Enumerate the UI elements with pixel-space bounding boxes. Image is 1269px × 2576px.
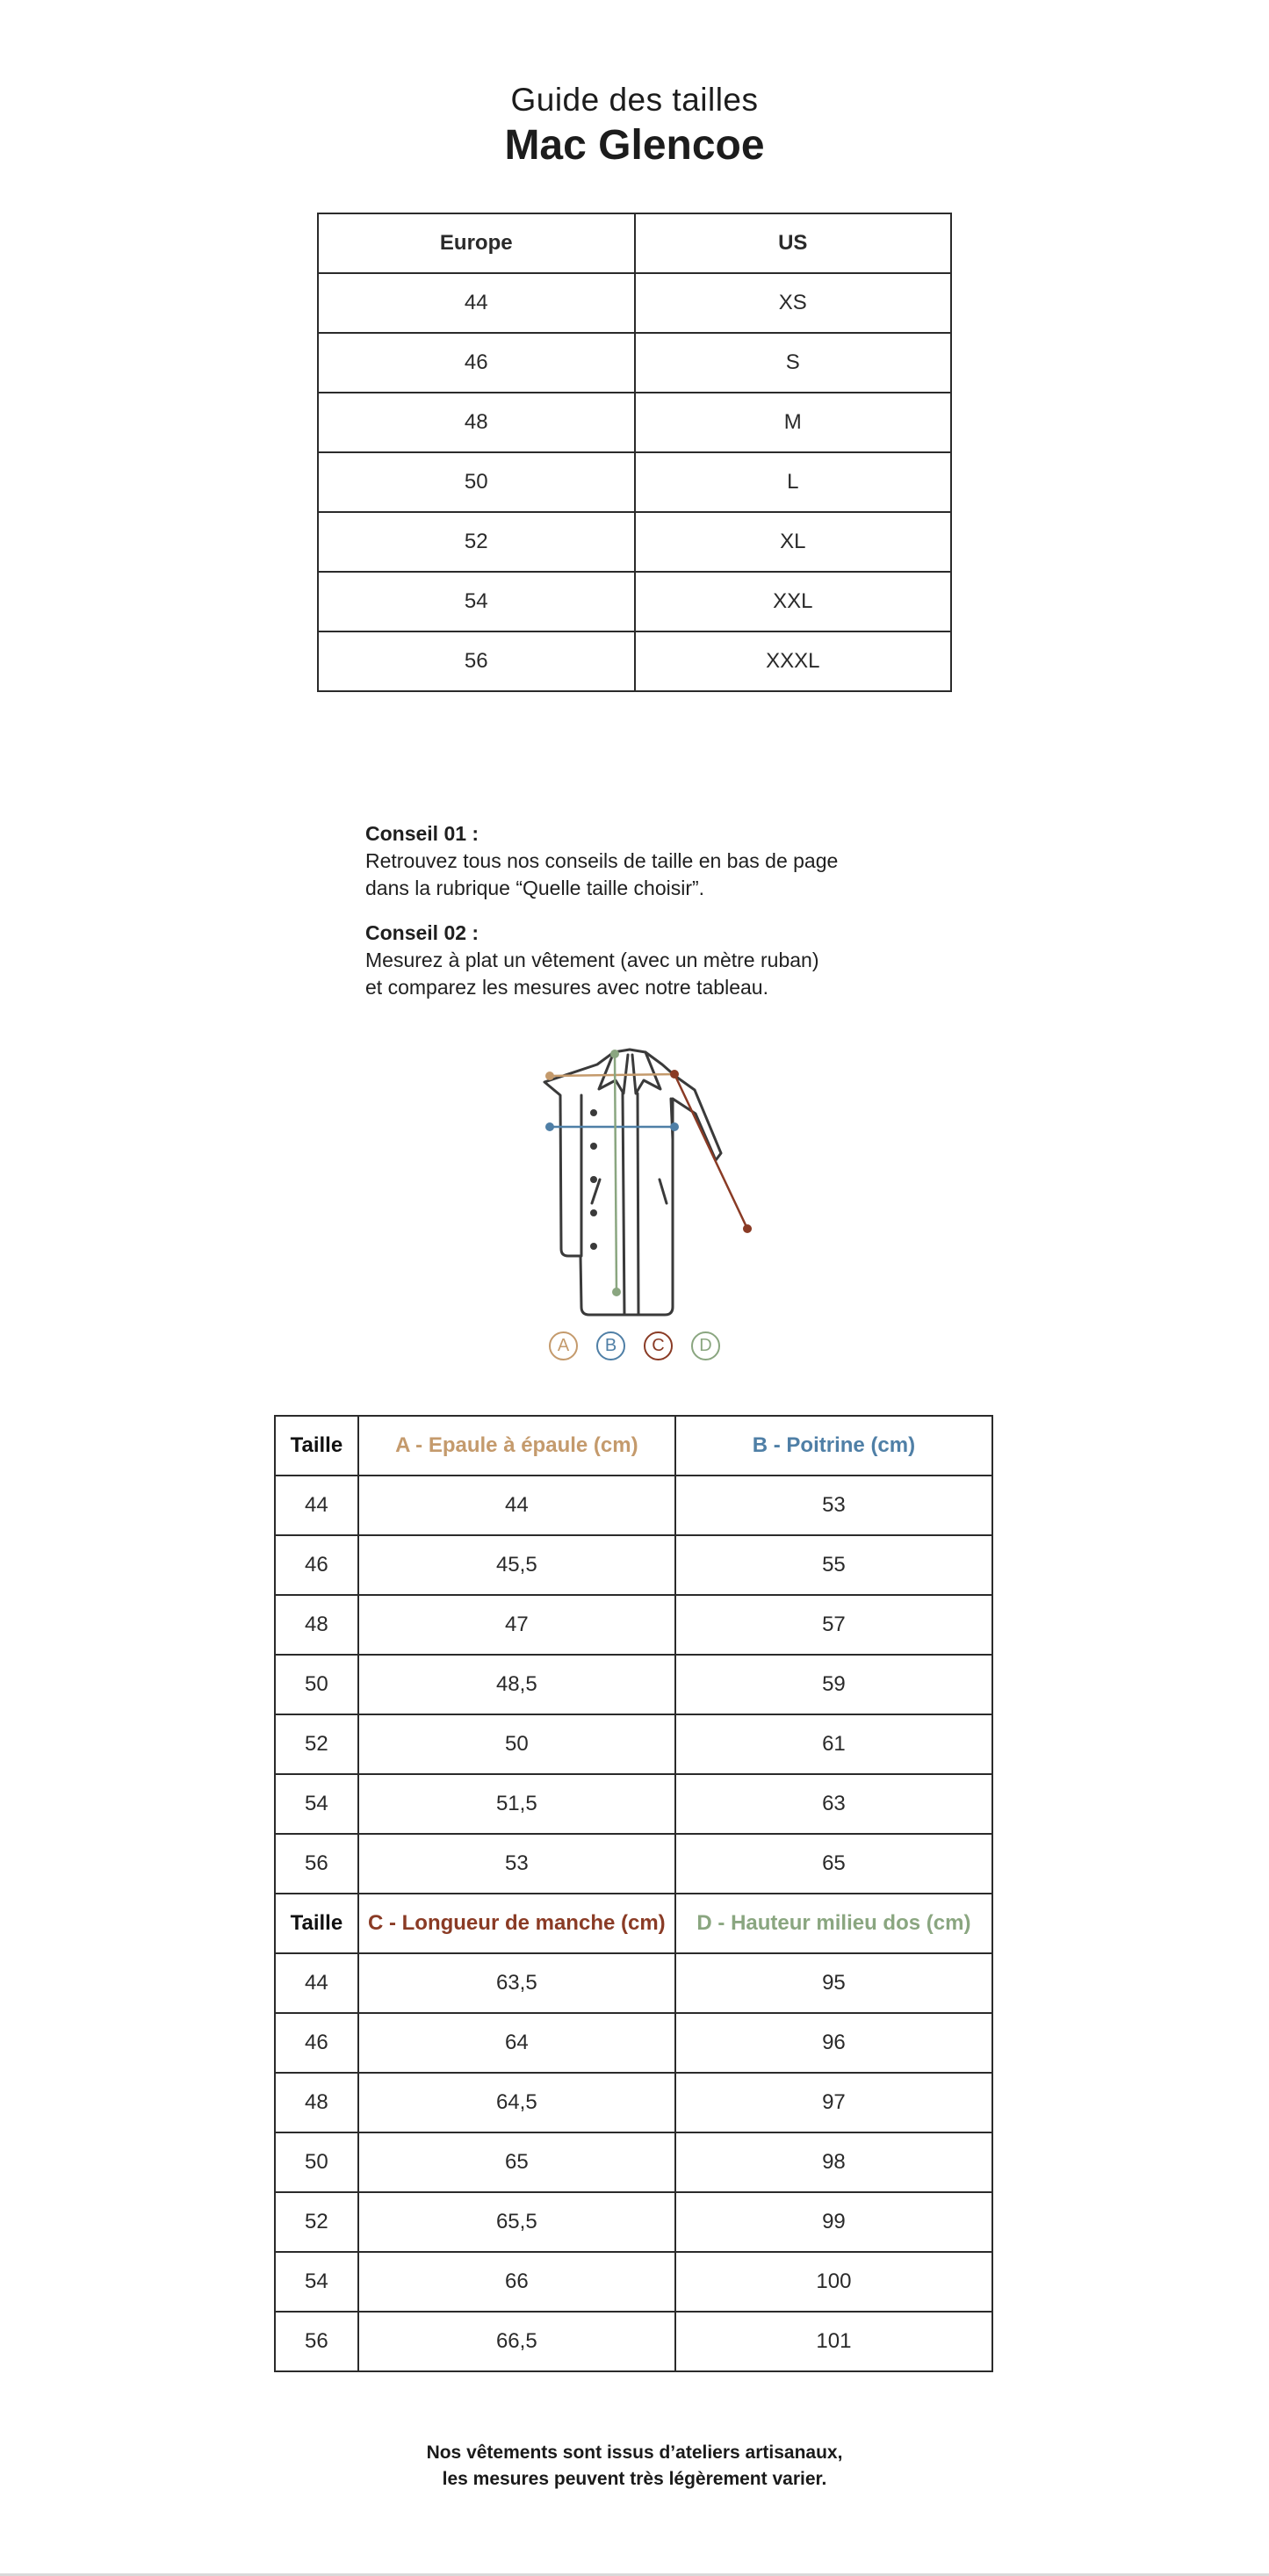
table-cell: 50 (318, 452, 635, 512)
measure-line-b (545, 1122, 679, 1131)
table-cell: 44 (275, 1953, 358, 2013)
table-cell: 100 (675, 2252, 992, 2312)
title-block (0, 79, 1269, 170)
table-cell: 52 (275, 1714, 358, 1774)
table-cell: 51,5 (358, 1774, 675, 1834)
table-cell: 96 (675, 2013, 992, 2073)
table-cell: 56 (275, 1834, 358, 1894)
legend-d: D (691, 1331, 720, 1360)
table-row (318, 273, 951, 333)
column-header: D - Hauteur milieu dos (cm) (675, 1894, 992, 1953)
table-cell: 63,5 (358, 1953, 675, 2013)
table-cell: 65 (675, 1834, 992, 1894)
table-cell: 56 (275, 2312, 358, 2371)
tip-2 (365, 920, 927, 1001)
column-header: B - Poitrine (cm) (675, 1416, 992, 1476)
table-cell: XL (635, 512, 952, 572)
legend-c: C (644, 1331, 673, 1360)
footer-note (0, 2440, 1269, 2493)
coat-measurement-diagram (505, 1041, 768, 1322)
measurement-legend (0, 1331, 1269, 1360)
table-row (318, 452, 951, 512)
tip-title: Conseil 02 : (365, 921, 479, 944)
table-cell: 97 (675, 2073, 992, 2132)
table-cell: 63 (675, 1774, 992, 1834)
table-cell: 48 (318, 393, 635, 452)
table-cell: 98 (675, 2132, 992, 2192)
coat-buttons (590, 1109, 597, 1250)
table-cell: 50 (358, 1714, 675, 1774)
table-cell: 56 (318, 631, 635, 691)
tip-line: Mesurez à plat un vêtement (avec un mètre ruban) (365, 949, 819, 971)
table-cell: XXL (635, 572, 952, 631)
legend-b: B (596, 1331, 625, 1360)
table-row (275, 2192, 992, 2252)
tip-line: dans la rubrique “Quelle taille choisir”. (365, 877, 705, 899)
table-cell: 54 (275, 1774, 358, 1834)
table-cell: 44 (275, 1476, 358, 1535)
table-cell: 46 (318, 333, 635, 393)
table-row (275, 1953, 992, 2013)
table-row (275, 1476, 992, 1535)
table-cell: 54 (318, 572, 635, 631)
table-header-row (275, 1894, 992, 1953)
table-cell: S (635, 333, 952, 393)
table-row (275, 1834, 992, 1894)
table-cell: 61 (675, 1714, 992, 1774)
measurements-table (274, 1415, 993, 2372)
table-cell: 50 (275, 1655, 358, 1714)
column-header: Taille (275, 1894, 358, 1953)
table-cell: 46 (275, 2013, 358, 2073)
footer-line: Nos vêtements sont issus d’ateliers artisanaux, (426, 2443, 843, 2463)
table-cell: 64 (358, 2013, 675, 2073)
table-row (275, 2073, 992, 2132)
table-row (275, 1595, 992, 1655)
table-row (318, 393, 951, 452)
table-cell: 45,5 (358, 1535, 675, 1595)
table-cell: 95 (675, 1953, 992, 2013)
measure-line-c (670, 1070, 752, 1233)
table-cell: 48,5 (358, 1655, 675, 1714)
table-cell: 65 (358, 2132, 675, 2192)
table-cell: 55 (675, 1535, 992, 1595)
tip-line: et comparez les mesures avec notre tableau. (365, 976, 768, 999)
table-cell: 44 (358, 1476, 675, 1535)
table-row (318, 333, 951, 393)
tip-line: Retrouvez tous nos conseils de taille en bas de page (365, 849, 839, 872)
table-cell: 48 (275, 2073, 358, 2132)
table-cell: 53 (675, 1476, 992, 1535)
table-cell: 57 (675, 1595, 992, 1655)
table-row (275, 1774, 992, 1834)
table-cell: 64,5 (358, 2073, 675, 2132)
table-cell: 54 (275, 2252, 358, 2312)
column-header: C - Longueur de manche (cm) (358, 1894, 675, 1953)
table-cell: 52 (275, 2192, 358, 2252)
legend-a: A (549, 1331, 578, 1360)
table-cell: 52 (318, 512, 635, 572)
table-row (275, 1535, 992, 1595)
table-cell: 101 (675, 2312, 992, 2371)
table-row (318, 512, 951, 572)
tips-section (365, 820, 927, 1019)
table-row (275, 1655, 992, 1714)
table-row (318, 631, 951, 691)
size-conversion-table (317, 213, 952, 692)
table-cell: L (635, 452, 952, 512)
tip-1 (365, 820, 927, 902)
product-name: Mac Glencoe (504, 122, 765, 169)
table-cell: 59 (675, 1655, 992, 1714)
table-cell: 65,5 (358, 2192, 675, 2252)
table-row (275, 2252, 992, 2312)
table-cell: 44 (318, 273, 635, 333)
table-cell: 46 (275, 1535, 358, 1595)
table-row (275, 2132, 992, 2192)
table-cell: 47 (358, 1595, 675, 1655)
table-row (275, 1714, 992, 1774)
table-cell: 99 (675, 2192, 992, 2252)
coat-button (590, 1243, 597, 1250)
table-row (275, 2013, 992, 2073)
table-cell: 66,5 (358, 2312, 675, 2371)
coat-outline (544, 1050, 721, 1315)
tip-title: Conseil 01 : (365, 822, 479, 845)
table-cell: 48 (275, 1595, 358, 1655)
page-subtitle: Guide des tailles (510, 82, 759, 118)
table-header-row (275, 1416, 992, 1476)
coat-button (590, 1143, 597, 1150)
table-cell: M (635, 393, 952, 452)
table-cell: 66 (358, 2252, 675, 2312)
table-row (275, 2312, 992, 2371)
footer-line: les mesures peuvent très légèrement varier. (442, 2469, 827, 2489)
table-cell: 53 (358, 1834, 675, 1894)
column-header: Taille (275, 1416, 358, 1476)
column-header: Europe (318, 213, 635, 273)
table-cell: 50 (275, 2132, 358, 2192)
column-header: US (635, 213, 952, 273)
table-cell: XS (635, 273, 952, 333)
table-header-row (318, 213, 951, 273)
coat-button (590, 1176, 597, 1183)
coat-button (590, 1109, 597, 1116)
table-cell: XXXL (635, 631, 952, 691)
column-header: A - Epaule à épaule (cm) (358, 1416, 675, 1476)
table-row (318, 572, 951, 631)
coat-button (590, 1209, 597, 1216)
